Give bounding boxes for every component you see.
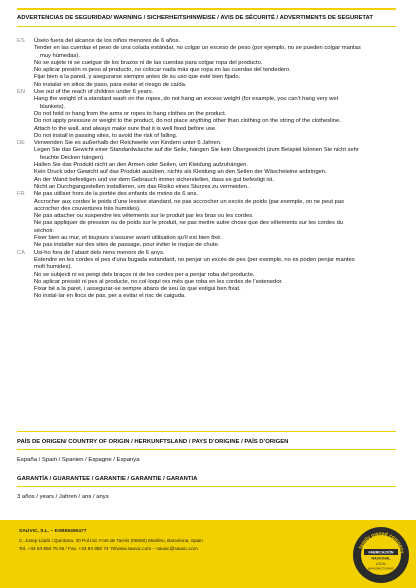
seal-line3: LOCAL	[375, 562, 387, 566]
warning-line: Ne pas attacher ou suspendre les vêtements sur le produit par les bras ou les cordes.	[34, 213, 254, 220]
warnings-list	[17, 38, 397, 301]
local-manufacturing-seal	[352, 526, 410, 584]
language-code: ES	[17, 38, 25, 44]
origin-top-rule	[17, 431, 396, 432]
warning-line: Accrocher aux cordes le poids d’une lessive standard, ne pas accrocher un excès de poids (par exemple, on ne peut pas	[34, 198, 344, 205]
warning-line: No instalar en sitios de paso, para evitar el riesgo de caída.	[34, 81, 187, 88]
warning-line: No aplicar pressió ni pes al producte, no col·loqui res més que roba en les cordes de l’estenedor.	[34, 278, 283, 285]
warning-line: Ne pas utiliser hors de la portée des enfants de moins de 6 ans.	[34, 191, 199, 198]
warning-line: muy húmedas).	[40, 52, 80, 59]
warning-line: Do not apply pressure or weight to the product, do not place anything other than clothing on the string of the clothesline.	[34, 118, 341, 125]
warning-line: Do not hold or hang from the arms or ropes to hang clothes on the product.	[34, 110, 227, 117]
warning-line: Legen Sie das Gewicht einer Standardwäsche auf die Seile, hängen Sie kein Übergewicht (zum Beispiel können Sie nicht sehr	[34, 147, 359, 154]
warnings-heading-rule	[17, 26, 396, 27]
guarantee-value: 3 años / years / Jahren / ans / anys	[17, 494, 109, 500]
warning-line: An der Wand befestigen und vor dem Gebrauch immer sicherstellen, dass es gut befestigt ist.	[34, 176, 274, 183]
warning-line: Tender en las cuerdas el peso de una colada estándar, no colgar un exceso de peso (por ejemplo, no se pueden colgar mantas	[34, 45, 361, 52]
warning-line: Use out of the reach of children under 6 years.	[34, 89, 154, 96]
warning-line: Hang the weight of a standard wash on the ropes, do not hang an excess weight (for example, you can’t hang very wet	[34, 96, 339, 103]
seal-line1: FABRICACIÓN	[368, 550, 394, 555]
warning-line: No instal·lar en llocs de pas, per a evitar el risc de caiguda.	[34, 293, 186, 300]
origin-heading-rule	[17, 449, 396, 450]
seal-line4: MANUFACTURING	[367, 566, 395, 571]
warning-block-de	[17, 140, 397, 191]
warning-line: accrocher des couvertures très humides).	[34, 205, 141, 212]
warning-line: No se subjecti ni es pengi dels braços ni de les cordes per a penjar roba del producte.	[34, 271, 255, 278]
warning-line: Fijar bien a la pared, y asegurarse siempre antes de su uso que esté bien fijado.	[34, 74, 241, 81]
warning-line: Ne pas appliquer de pression ou de poids sur le produit, ne pas mettre autre chose que des vêtements sur les cordes du	[34, 220, 344, 227]
footer-contact: Tel. +34 93 850 75 06 / Fax. +34 93 850 74 70/www.sauvic.com – sauvic@sauvic.com	[19, 546, 198, 551]
warning-line: Verwenden Sie es außerhalb der Reichweite von Kindern unter 6 Jahren.	[34, 140, 222, 147]
warning-line: Kein Druck oder Gewicht auf das Produkt ausüben, nichts als Kleidung an den Seilen der Wäscheleine anbringen.	[34, 169, 327, 176]
warning-line: Attach to the wall, and always make sure that it is well fixed before use.	[34, 125, 217, 132]
warnings-heading: ADVERTENCIAS DE SEGURIDAD/ WARNING / SICHERHEITSHINWEISE / AVIS DE SÉCURITÉ / ADVERTIMENTS DE SEGURETAT	[17, 15, 373, 21]
warning-line: Ne pas installer sur des sites de passage, pour éviter le risque de chute.	[34, 242, 220, 249]
warning-line: Usi-ho fora de l’abast dels nens menors de 6 anys.	[34, 249, 165, 256]
language-code: EN	[17, 89, 26, 96]
seal-line2: NACIONAL	[371, 556, 391, 561]
footer-company: SAUVIC, S.L. – ESB59455477	[19, 529, 87, 534]
warning-line: séchoir.	[34, 227, 54, 234]
warning-line: feuchte Decken hängen).	[40, 154, 105, 161]
warning-line: Fixer bien au mur, et toujours s’assurer avant utilisation qu’il est bien fixé.	[34, 235, 222, 242]
language-code: FR	[17, 191, 25, 198]
warning-line: Fixar bé a la paret, i assegurar-se sempre abans de seu ús que estigui ben fixat.	[34, 286, 241, 293]
warning-line: No se sujete ni se cuelgue de los brazos ni de las cuerdas para colgar ropa del producto.	[34, 59, 263, 66]
warning-block-fr	[17, 191, 397, 249]
warning-line: No aplicar presión ni peso al producto, no colocar nada más que ropa en las cuerdas del tendedero.	[34, 67, 291, 74]
origin-value: España / Spain / Spanien / Espagne / Espanya	[17, 457, 140, 463]
warning-block-ca	[17, 250, 397, 301]
origin-heading: PAÍS DE ORIGEN/ COUNTRY OF ORIGIN / HERKUNFTSLAND / PAYS D’ORIGINE / PAÍS D’ORIGEN	[17, 439, 289, 445]
warning-block-es	[17, 38, 397, 89]
warning-block-en	[17, 89, 397, 140]
warning-line: Nicht an Durchgangsstellen installieren, um das Risiko eines Sturzes zu vermeiden..	[34, 183, 251, 190]
warning-line: Estendre en les cordes el pes d’una bugada estàndard, no penjar un excés de pes (per exemple, no es poden penjar mantes	[34, 256, 355, 263]
guarantee-heading: GARANTÍA / GUARANTEE / GARANTIE / GARANTIE / GARANTIA	[17, 476, 198, 482]
top-yellow-rule	[17, 8, 396, 10]
footer-address: C. Josep Lladó i Quintana, 30 Pol.Ind. Font de Tarrés (08560) Manlleu, Barcelona, Spain	[19, 538, 203, 543]
seal-ring-text: family owned company	[358, 530, 405, 555]
language-code: DE	[17, 140, 26, 147]
warning-line: Halten Sie das Produkt nicht an den Armen oder Seilen, um Kleidung aufzuhängen.	[34, 162, 248, 169]
warning-line: Do not install in passing sites, to avoid the risk of falling.	[34, 132, 178, 139]
language-code: CA	[17, 249, 26, 256]
warning-line: Úselo fuera del alcance de los niños menores de 6 años.	[34, 38, 180, 44]
guarantee-heading-rule	[17, 486, 396, 487]
warning-line: molt humides).	[34, 264, 73, 271]
warning-line: blankets).	[40, 103, 66, 110]
